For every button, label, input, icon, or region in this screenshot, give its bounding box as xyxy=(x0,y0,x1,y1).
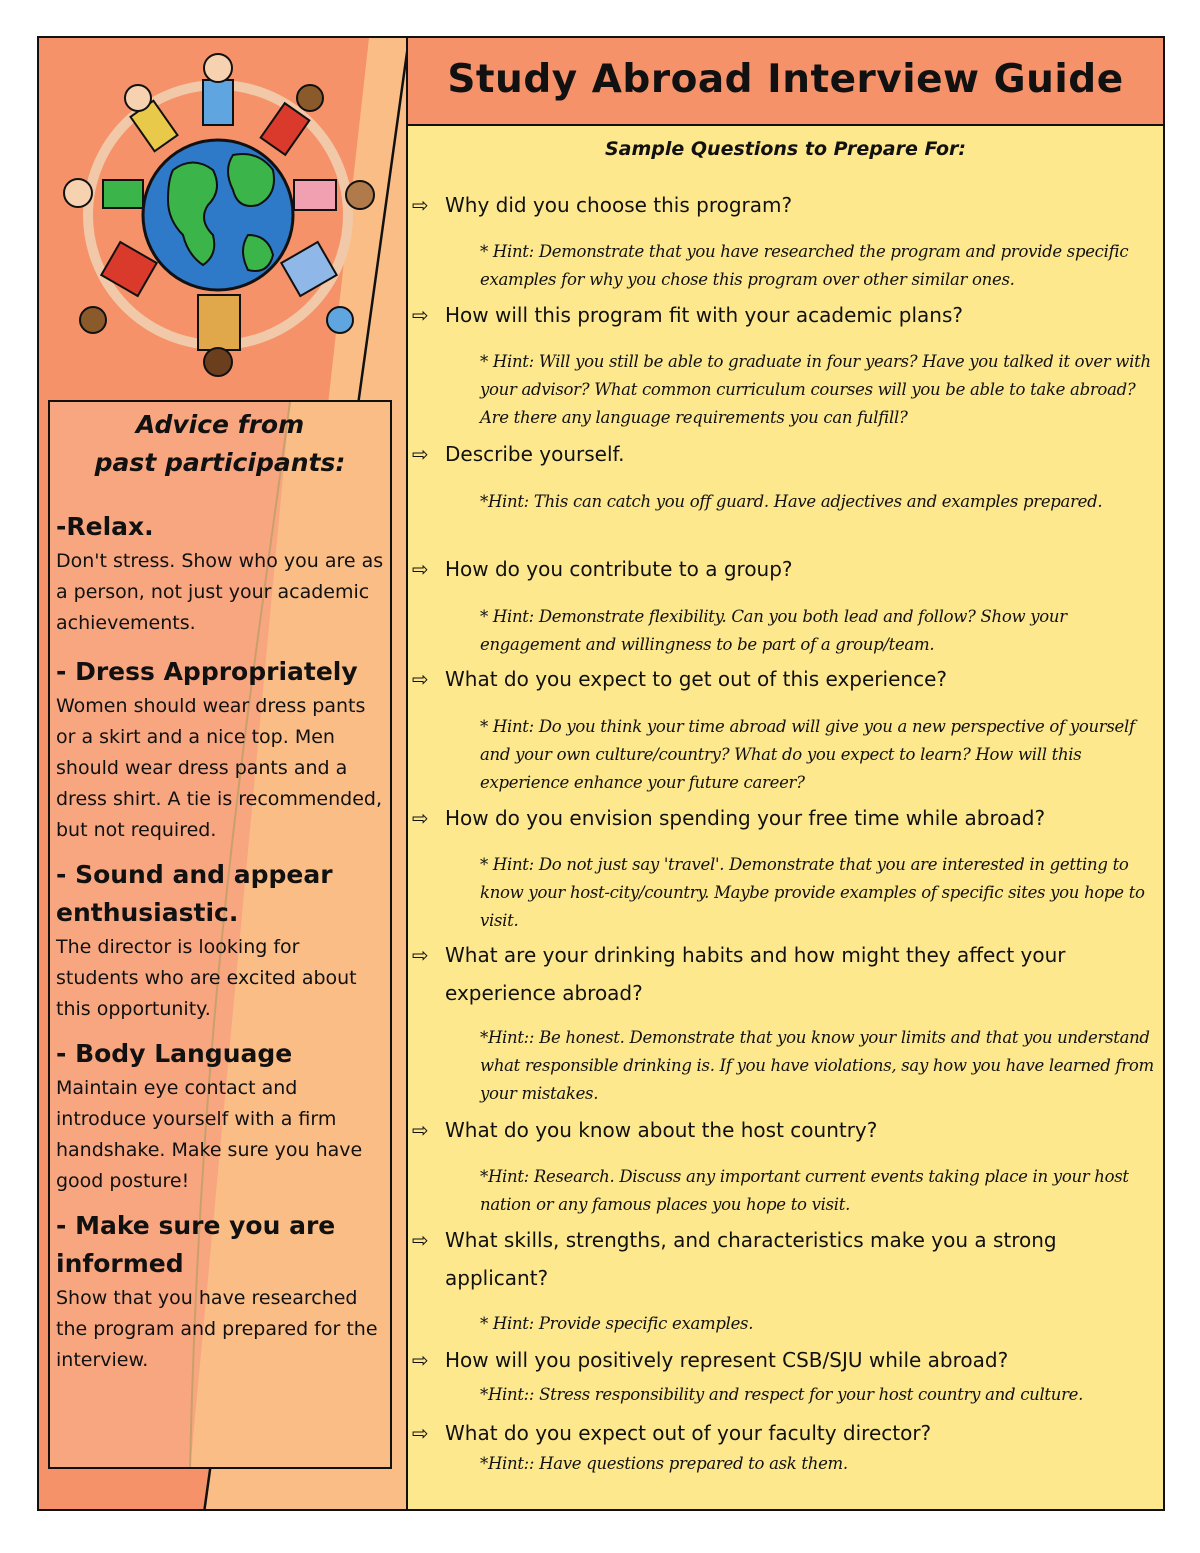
question-text: What do you expect out of your faculty director? xyxy=(445,1421,932,1445)
hint-text: * Hint: Provide specific examples. xyxy=(480,1314,754,1333)
question-text: What do you expect to get out of this experience? xyxy=(445,667,947,691)
advice-text: Don't stress. Show who you are as a person, not just your academic achievements. xyxy=(56,550,384,634)
advice-text: Women should wear dress pants or a skirt and a nice top. Men should wear dress pants and a dress shirt. A tie is recommended, but not required. xyxy=(56,695,383,841)
title-bar xyxy=(408,38,1163,126)
questions-subtitle: Sample Questions to Prepare For: xyxy=(604,138,967,160)
question-item xyxy=(412,1221,1152,1297)
question-item xyxy=(412,296,1152,334)
question-text: How do you envision spending your free time while abroad? xyxy=(445,806,1046,830)
arrow-right-icon: ⇨ xyxy=(412,557,429,581)
arrow-right-icon: ⇨ xyxy=(412,667,429,691)
hint-text: * Hint: Do you think your time abroad will give you a new perspective of yourself and your own culture/country? What do you expect to learn? How will this experience enhance your future career? xyxy=(480,717,1135,792)
advice-heading: -Relax. xyxy=(56,512,154,541)
advice-title-line1: Advice from xyxy=(135,410,305,439)
question-text: Why did you choose this program? xyxy=(445,193,793,217)
arrow-right-icon: ⇨ xyxy=(412,1118,429,1142)
advice-item-informed xyxy=(56,1207,384,1376)
question-item xyxy=(412,435,1152,473)
hint-text: *Hint: This can catch you off guard. Have adjectives and examples prepared. xyxy=(480,492,1103,511)
advice-box xyxy=(48,400,392,1469)
hint-text: * Hint: Demonstrate that you have researched the program and provide specific examples for why you chose this program over other similar ones. xyxy=(480,242,1129,289)
arrow-right-icon: ⇨ xyxy=(412,943,429,967)
advice-heading: - Sound and appear enthusiastic. xyxy=(56,860,333,927)
question-item xyxy=(412,550,1152,588)
question-item xyxy=(412,799,1152,837)
question-item xyxy=(412,186,1152,224)
advice-item-body-language xyxy=(56,1035,384,1197)
advice-item-dress xyxy=(56,653,384,846)
hint-text: * Hint: Will you still be able to graduate in four years? Have you talked it over with your advisor? What common curriculum courses will you be able to take abroad? Are there any language requirements you can fulfill? xyxy=(480,352,1151,427)
advice-heading: - Dress Appropriately xyxy=(56,657,358,686)
hint-text: *Hint:: Have questions prepared to ask them. xyxy=(480,1454,848,1473)
advice-content xyxy=(50,406,390,1376)
hint-text: * Hint: Do not just say 'travel'. Demonstrate that you are interested in getting to know your host-city/country. Maybe provide examples of specific sites you hope to visit. xyxy=(480,855,1145,930)
arrow-right-icon: ⇨ xyxy=(412,442,429,466)
advice-item-enthusiastic xyxy=(56,856,384,1025)
advice-text: The director is looking for students who are excited about this opportunity. xyxy=(56,936,357,1020)
advice-heading: - Make sure you are informed xyxy=(56,1211,336,1278)
arrow-right-icon: ⇨ xyxy=(412,1228,429,1252)
question-item xyxy=(412,1111,1152,1149)
question-text: Describe yourself. xyxy=(445,442,625,466)
question-item xyxy=(412,1341,1152,1379)
question-text: What skills, strengths, and characteristics make you a strong applicant? xyxy=(445,1228,1057,1290)
question-item xyxy=(412,660,1152,698)
hint-text: *Hint:: Stress responsibility and respect for your host country and culture. xyxy=(480,1385,1084,1404)
advice-text: Maintain eye contact and introduce yourself with a firm handshake. Make sure you have good posture! xyxy=(56,1077,363,1192)
page-title: Study Abroad Interview Guide xyxy=(447,57,1124,102)
question-text: How will you positively represent CSB/SJU while abroad? xyxy=(445,1348,1009,1372)
arrow-right-icon: ⇨ xyxy=(412,1421,429,1445)
arrow-right-icon: ⇨ xyxy=(412,1348,429,1372)
arrow-right-icon: ⇨ xyxy=(412,303,429,327)
hint-text: * Hint: Demonstrate flexibility. Can you both lead and follow? Show your engagement and willingness to be part of a group/team. xyxy=(480,607,1067,654)
question-text: How do you contribute to a group? xyxy=(445,557,793,581)
hint-text: *Hint: Research. Discuss any important current events taking place in your host nation or any famous places you hope to visit. xyxy=(480,1167,1129,1214)
advice-title-line2: past participants: xyxy=(94,448,346,477)
advice-heading: - Body Language xyxy=(56,1039,293,1068)
arrow-right-icon: ⇨ xyxy=(412,806,429,830)
question-text: How will this program fit with your academic plans? xyxy=(445,303,963,327)
arrow-right-icon: ⇨ xyxy=(412,193,429,217)
question-text: What do you know about the host country? xyxy=(445,1118,878,1142)
question-text: What are your drinking habits and how might they affect your experience abroad? xyxy=(445,943,1066,1005)
advice-title xyxy=(56,406,384,482)
hint-text: *Hint:: Be honest. Demonstrate that you know your limits and that you understand what responsible drinking is. If you have violations, say how you have learned from your mistakes. xyxy=(480,1028,1154,1103)
question-item xyxy=(412,1414,1152,1452)
right-panel xyxy=(406,36,1165,1511)
globe-children-illustration xyxy=(48,50,388,380)
advice-item-relax xyxy=(56,508,384,639)
question-item xyxy=(412,936,1152,1012)
advice-text: Show that you have researched the program and prepared for the interview. xyxy=(56,1287,378,1371)
